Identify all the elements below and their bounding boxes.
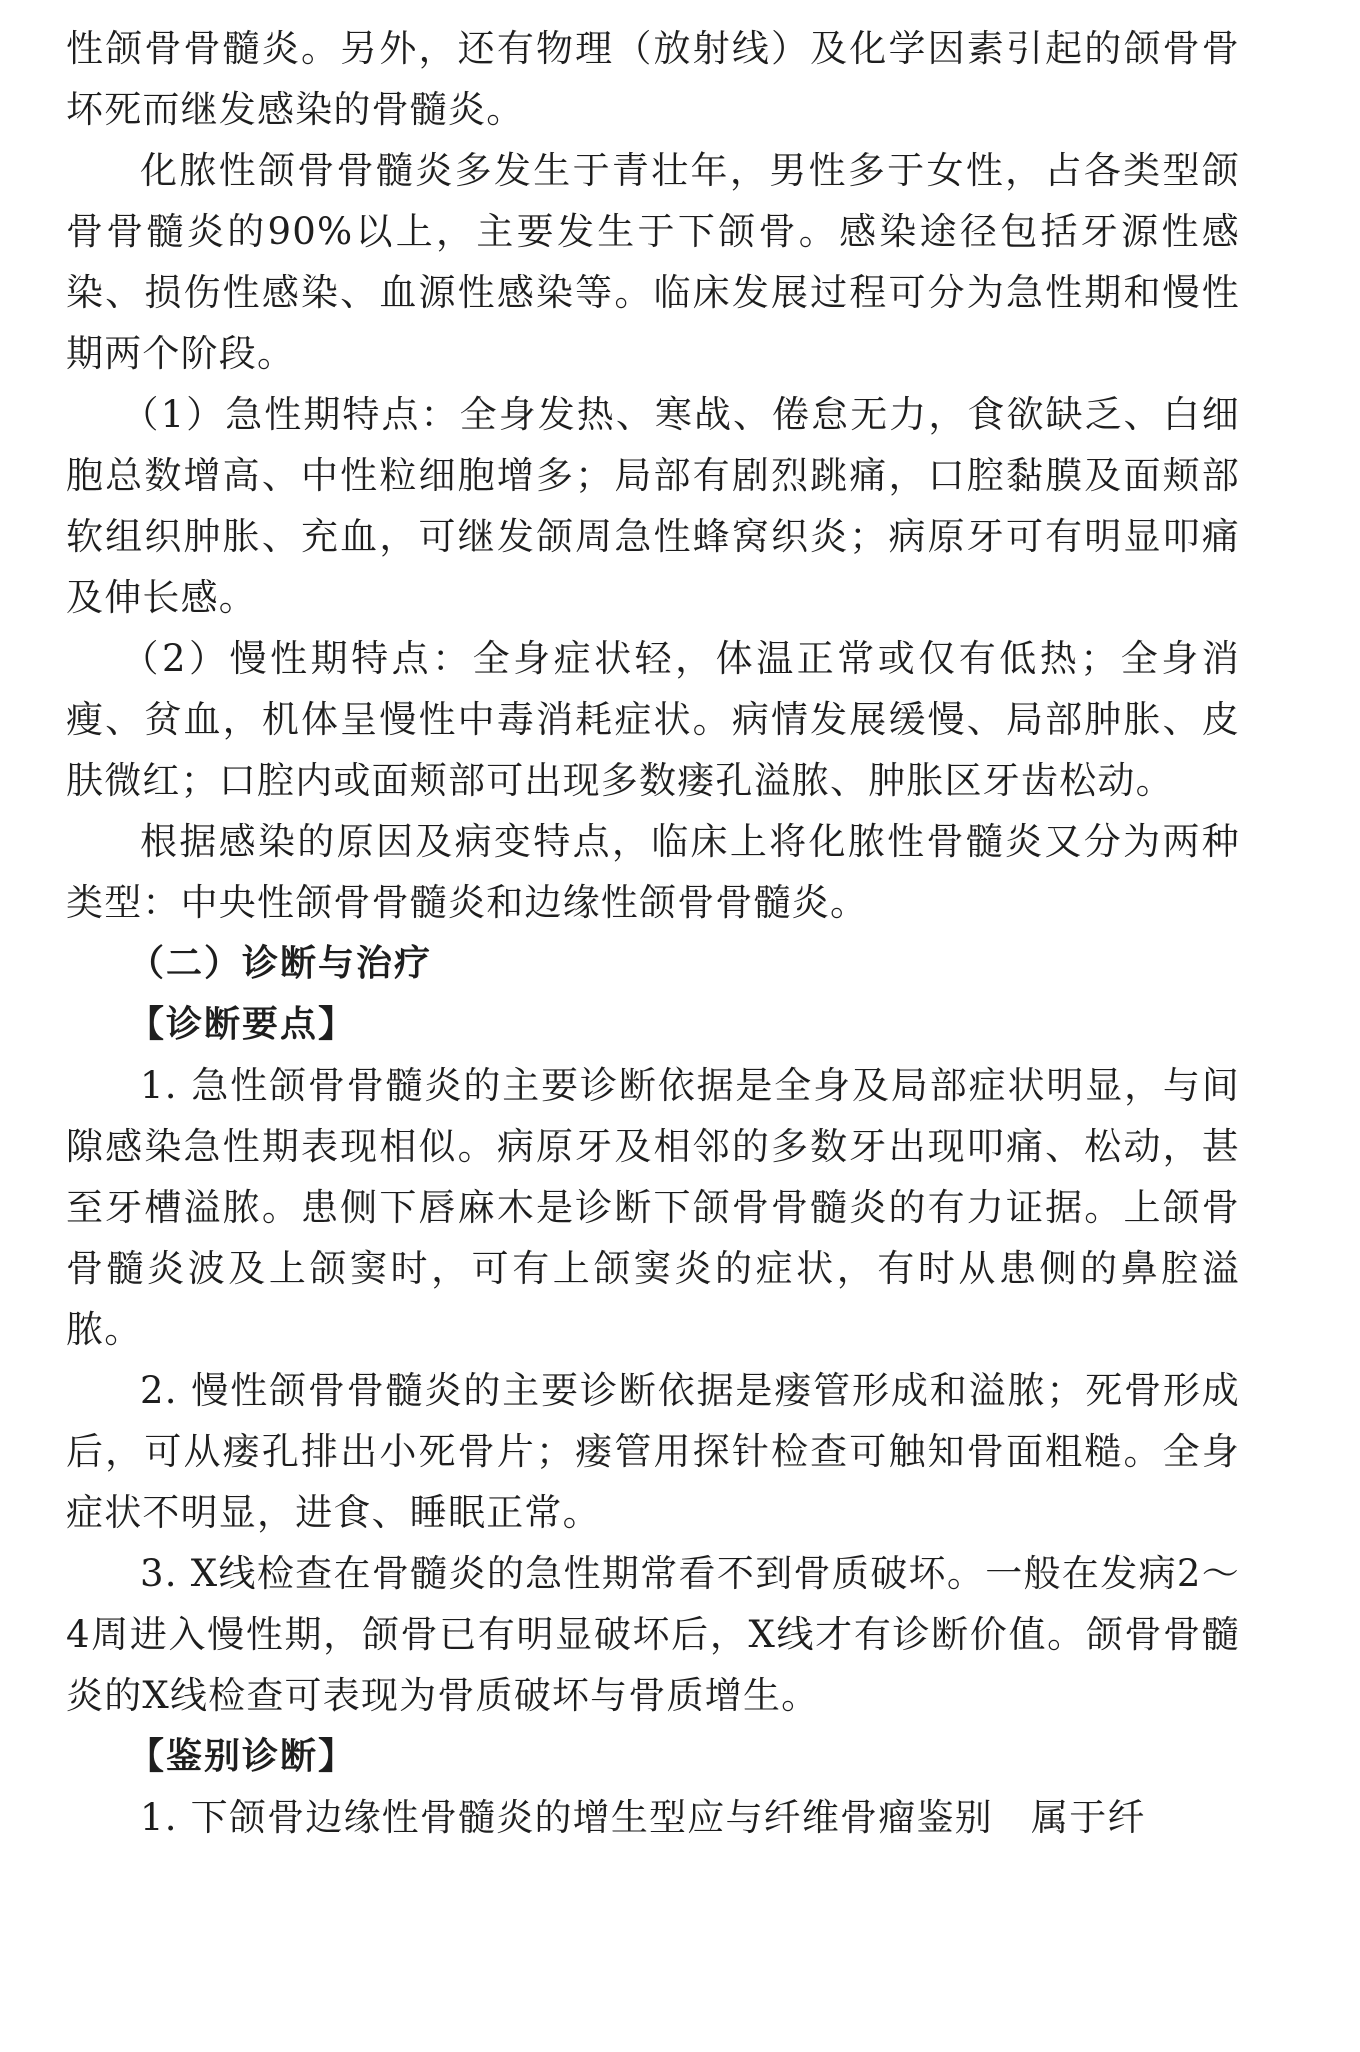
diagnosis-item-2: 2. 慢性颌骨骨髓炎的主要诊断依据是瘘管形成和溢脓；死骨形成后，可从瘘孔排出小死骨片；瘘管用探针检查可触知骨面粗糙。全身症状不明显，进食、睡眠正常。 [66, 1369, 1240, 1534]
subheading-diagnosis-points: 【诊断要点】 [128, 1004, 357, 1045]
paragraph-suppurative-overview: 化脓性颌骨骨髓炎多发生于青壮年，男性多于女性，占各类型颌骨骨髓炎的90%以上，主要发生于下颌骨。感染途径包括牙源性感染、损伤性感染、血源性感染等。临床发展过程可分为急性期和慢性期两个阶段。 [66, 149, 1240, 375]
paragraph-chronic-phase: （2）慢性期特点：全身症状轻，体温正常或仅有低热；全身消瘦、贫血，机体呈慢性中毒消耗症状。病情发展缓慢、局部肿胀、皮肤微红；口腔内或面颊部可出现多数瘘孔溢脓、肿胀区牙齿松动。 [66, 637, 1240, 802]
subheading-differential-diagnosis: 【鉴别诊断】 [128, 1736, 357, 1777]
paragraph-intro-continued: 性颌骨骨髓炎。另外，还有物理（放射线）及化学因素引起的颌骨骨坏死而继发感染的骨髓炎。 [66, 27, 1240, 131]
differential-item-1: 1. 下颌骨边缘性骨髓炎的增生型应与纤维骨瘤鉴别 属于纤 [140, 1796, 1146, 1839]
paragraph-types: 根据感染的原因及病变特点，临床上将化脓性骨髓炎又分为两种类型：中央性颌骨骨髓炎和边缘性颌骨骨髓炎。 [66, 820, 1240, 924]
paragraph-acute-phase: （1）急性期特点：全身发热、寒战、倦怠无力，食欲缺乏、白细胞总数增高、中性粒细胞增多；局部有剧烈跳痛，口腔黏膜及面颊部软组织肿胀、充血，可继发颌周急性蜂窝织炎；病原牙可有明显叩痛及伸长感。 [66, 393, 1240, 619]
diagnosis-item-3: 3. X线检查在骨髓炎的急性期常看不到骨质破坏。一般在发病2～4周进入慢性期，颌骨已有明显破坏后，X线才有诊断价值。颌骨骨髓炎的X线检查可表现为骨质破坏与骨质增生。 [66, 1552, 1240, 1717]
diagnosis-item-1: 1. 急性颌骨骨髓炎的主要诊断依据是全身及局部症状明显，与间隙感染急性期表现相似。病原牙及相邻的多数牙出现叩痛、松动，甚至牙槽溢脓。患侧下唇麻木是诊断下颌骨骨髓炎的有力证据。上颌骨骨髓炎波及上颌窦时，可有上颌窦炎的症状，有时从患侧的鼻腔溢脓。 [66, 1064, 1240, 1351]
section-heading-diagnosis-treatment: （二）诊断与治疗 [128, 943, 433, 984]
